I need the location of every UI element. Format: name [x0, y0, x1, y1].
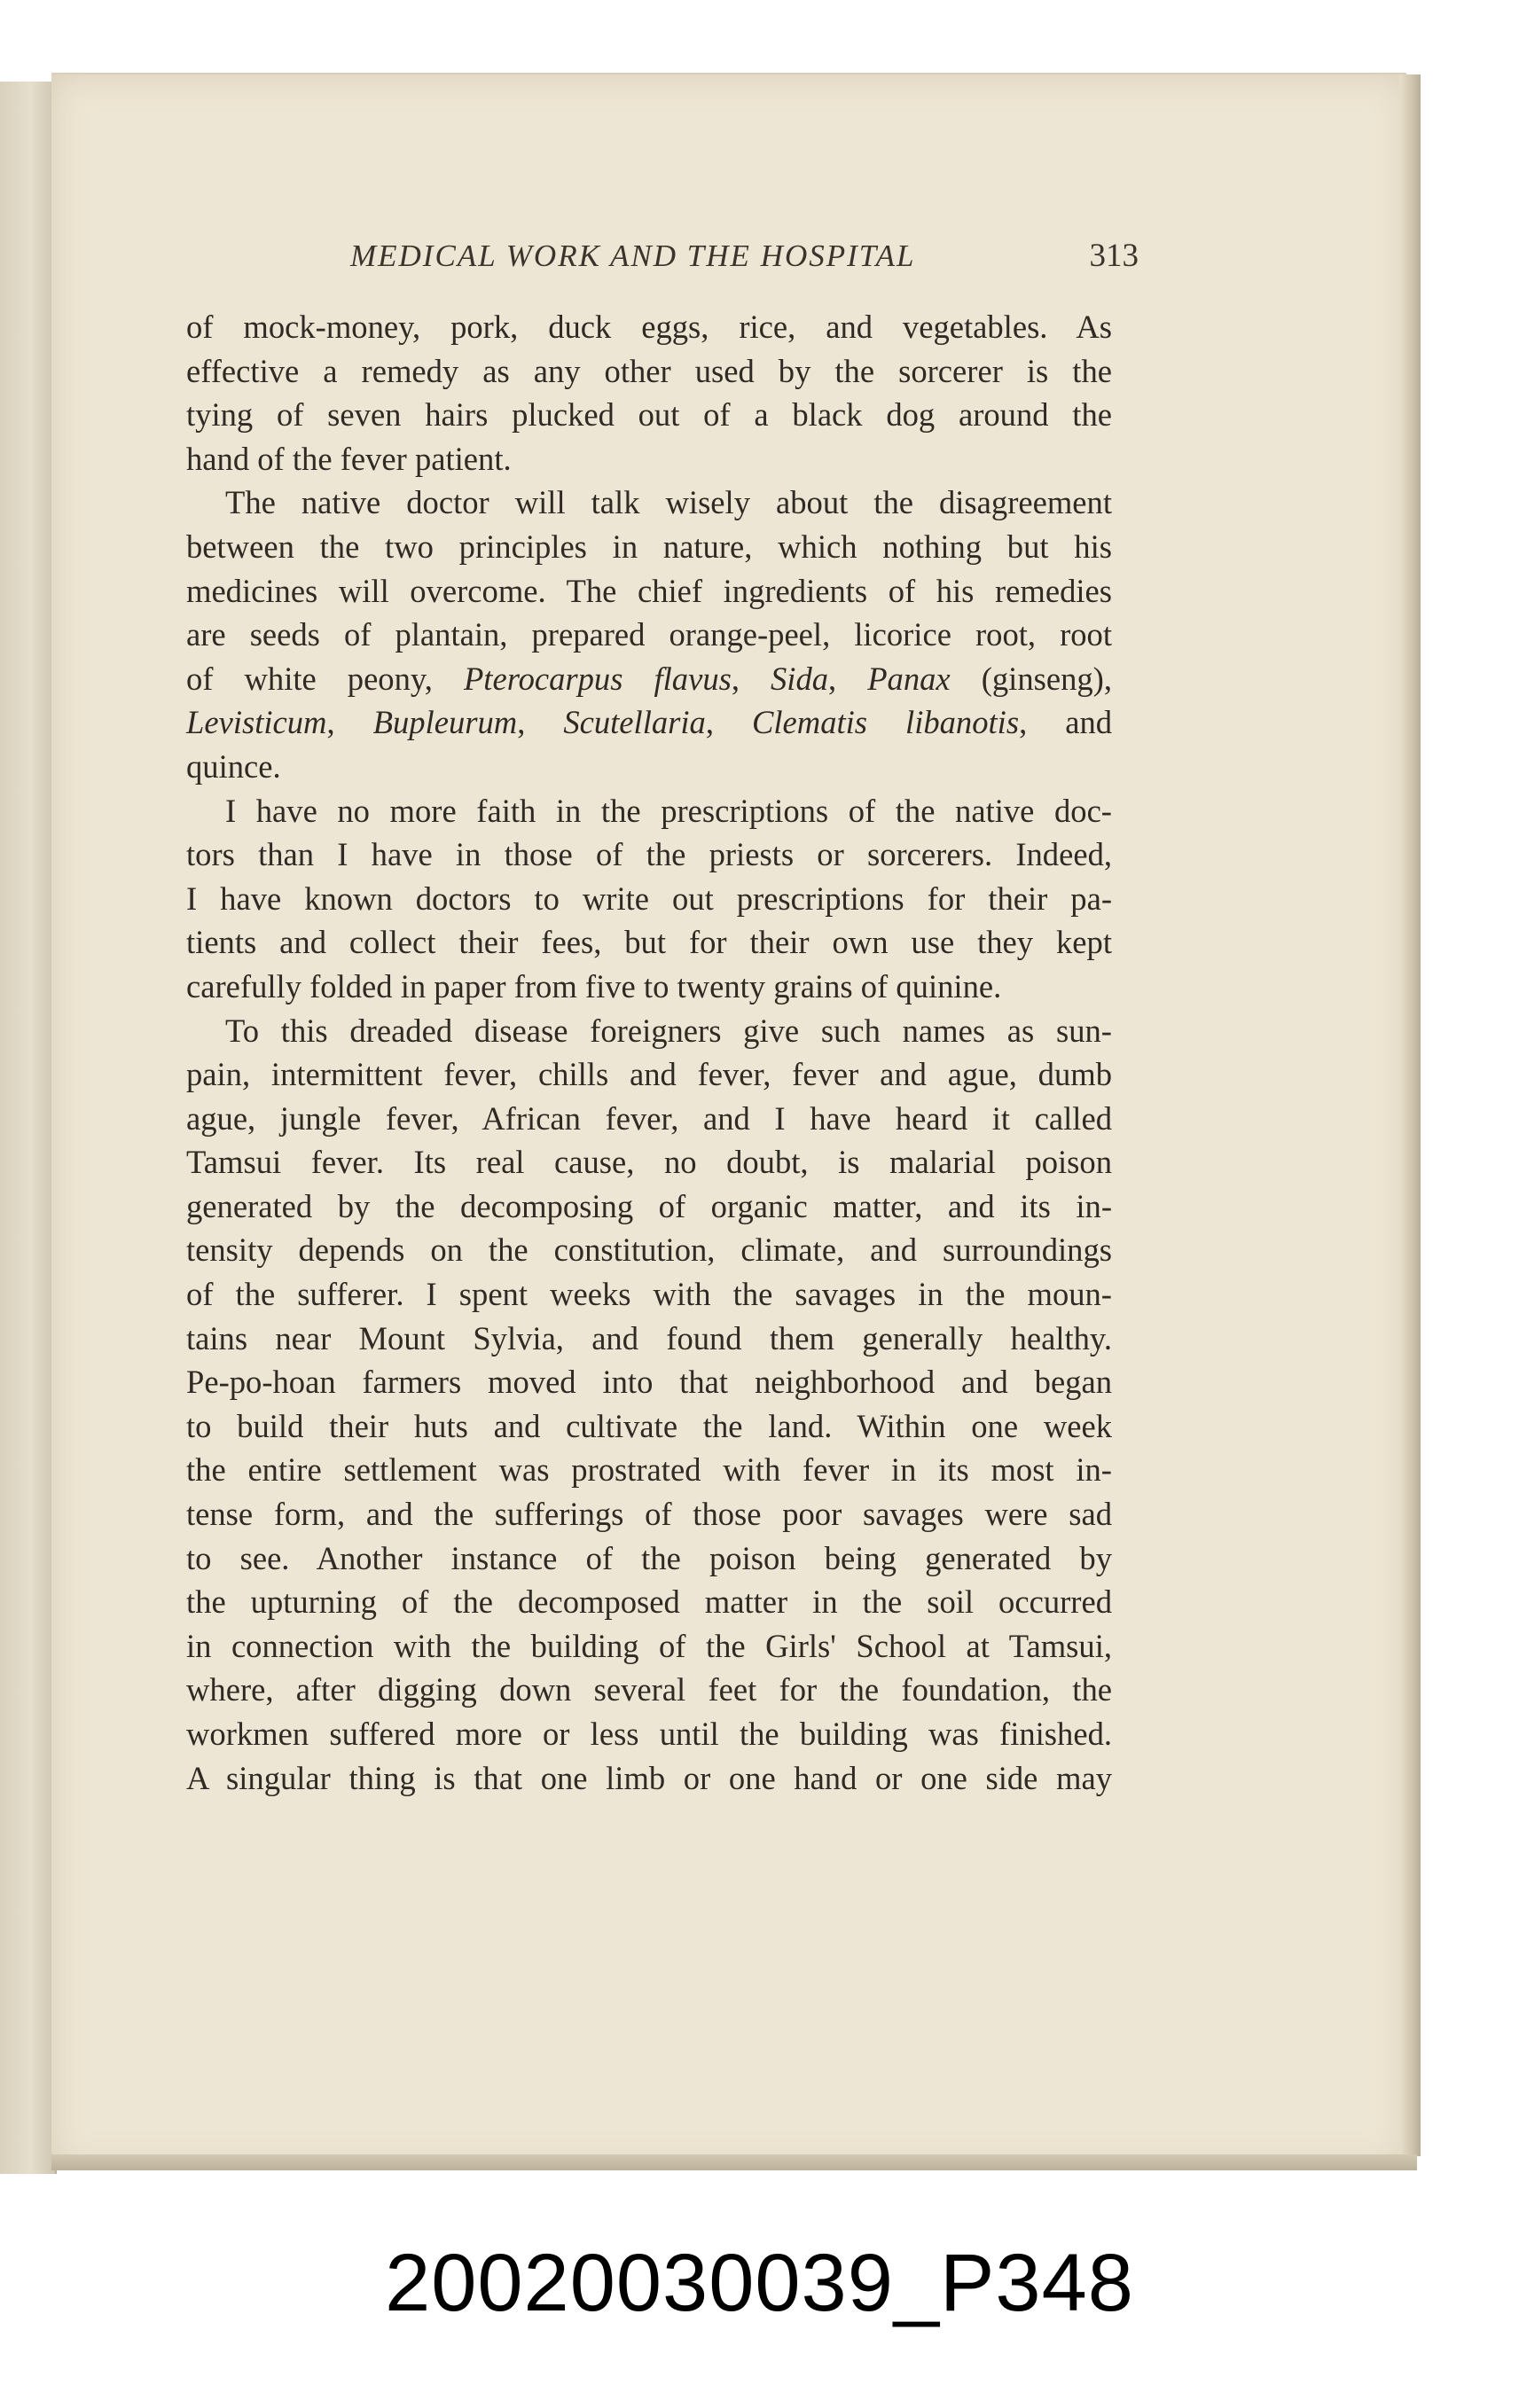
italic-text-segment: Pterocarpus flavus	[463, 660, 732, 697]
text-line	[186, 745, 1112, 789]
text-segment: of the sufferer. I spent weeks with the savages in the moun-	[186, 1276, 1112, 1313]
text-segment: the entire settlement was prostrated with fever in its most in-	[186, 1451, 1112, 1489]
text-line	[186, 965, 1112, 1009]
text-line	[186, 1448, 1112, 1492]
facing-page-edge	[0, 82, 57, 2174]
text-segment: pain, intermittent fever, chills and fever, fever and ague, dumb	[186, 1056, 1112, 1093]
text-segment: are seeds of plantain, prepared orange-peel, licorice root, root	[186, 616, 1112, 653]
text-line	[186, 1492, 1112, 1536]
text-segment: Tamsui fever. Its real cause, no doubt, is malarial poison	[186, 1144, 1112, 1181]
text-segment: effective a remedy as any other used by the sorcerer is the	[186, 352, 1112, 389]
running-head: MEDICAL WORK AND THE HOSPITAL	[350, 238, 916, 273]
text-segment: ague, jungle fever, African fever, and I have heard it called	[186, 1099, 1112, 1137]
text-line	[186, 1052, 1112, 1097]
text-line	[186, 789, 1112, 833]
text-line	[186, 613, 1112, 657]
page-fore-edge	[1399, 74, 1421, 2156]
text-segment: between the two principles in nature, which nothing but his	[186, 528, 1112, 565]
italic-text-segment: Clematis libanotis	[751, 704, 1020, 741]
text-line	[186, 393, 1112, 437]
text-line	[186, 1317, 1112, 1361]
italic-text-segment: Levisticum	[186, 704, 327, 741]
text-line	[186, 437, 1112, 481]
text-line	[186, 305, 1112, 349]
text-segment: , and	[1019, 704, 1113, 741]
text-line	[186, 833, 1112, 877]
text-line	[186, 1272, 1112, 1317]
text-segment: Pe-po-hoan farmers moved into that neighborhood and began	[186, 1364, 1112, 1401]
text-segment: generated by the decomposing of organic matter, and its in-	[186, 1187, 1112, 1224]
text-line	[186, 1009, 1112, 1053]
page-bottom-edge	[51, 2154, 1417, 2170]
text-segment: workmen suffered more or less until the building was finished.	[186, 1716, 1112, 1752]
text-line	[186, 877, 1112, 921]
text-segment: tying of seven hairs plucked out of a black dog around the	[186, 396, 1112, 434]
text-line	[186, 1140, 1112, 1184]
text-segment: carefully folded in paper from five to twenty grains of quinine.	[186, 967, 1002, 1005]
text-segment: quince.	[186, 747, 281, 785]
text-segment: tors than I have in those of the priests or sorcerers. Indeed,	[186, 836, 1112, 873]
text-segment: hand of the fever patient.	[186, 440, 512, 477]
body-text	[186, 305, 1112, 1800]
text-segment: ,	[828, 660, 868, 697]
text-segment: To this dreaded disease foreigners give such names as sun-	[225, 1012, 1112, 1049]
italic-text-segment: Sida	[771, 660, 829, 697]
italic-text-segment: Bupleurum	[372, 704, 518, 741]
text-segment: ,	[705, 704, 752, 741]
text-segment: The native doctor will talk wisely about the disagreement	[225, 484, 1112, 521]
text-line	[186, 1536, 1112, 1581]
text-line	[186, 1360, 1112, 1404]
accession-number: 20020030039_P348	[385, 2238, 1134, 2328]
text-line	[186, 525, 1112, 569]
text-line	[186, 1228, 1112, 1272]
text-line	[186, 1668, 1112, 1712]
text-line	[186, 657, 1112, 701]
text-segment: of white peony,	[186, 660, 464, 697]
text-segment: to build their huts and cultivate the land. Within one week	[186, 1407, 1112, 1444]
text-line	[186, 1184, 1112, 1229]
page-number: 313	[1089, 238, 1139, 274]
text-segment: to see. Another instance of the poison being generated by	[186, 1539, 1112, 1576]
text-segment: ,	[326, 704, 373, 741]
text-line	[186, 1404, 1112, 1449]
text-segment: in connection with the building of the Girls' School at Tamsui,	[186, 1627, 1112, 1664]
text-segment: of mock-money, pork, duck eggs, rice, and vegetables. As	[186, 309, 1112, 345]
italic-text-segment: Scutellaria	[563, 704, 706, 741]
text-segment: medicines will overcome. The chief ingredients of his remedies	[186, 572, 1112, 609]
text-line	[186, 569, 1112, 614]
text-line	[186, 1624, 1112, 1669]
text-line	[186, 1756, 1112, 1801]
text-segment: tense form, and the sufferings of those poor savages were sad	[186, 1496, 1112, 1533]
text-segment: the upturning of the decomposed matter in the soil occurred	[186, 1583, 1112, 1621]
text-line	[186, 481, 1112, 525]
text-line	[186, 349, 1112, 394]
text-line	[186, 1712, 1112, 1756]
text-segment: tensity depends on the constitution, climate, and surroundings	[186, 1231, 1112, 1269]
text-segment: tients and collect their fees, but for their own use they kept	[186, 924, 1112, 961]
text-segment: where, after digging down several feet for the foundation, the	[186, 1671, 1112, 1708]
text-segment: A singular thing is that one limb or one hand or one side may	[186, 1759, 1112, 1796]
text-segment: ,	[517, 704, 564, 741]
italic-text-segment: Panax	[867, 660, 951, 697]
text-segment: ,	[731, 660, 771, 697]
text-line	[186, 1580, 1112, 1624]
text-line	[186, 920, 1112, 965]
text-segment: (ginseng),	[950, 660, 1112, 697]
text-line	[186, 1097, 1112, 1141]
text-segment: I have no more faith in the prescriptions of the native doc-	[225, 792, 1112, 829]
text-segment: tains near Mount Sylvia, and found them generally healthy.	[186, 1319, 1112, 1356]
text-segment: I have known doctors to write out prescriptions for their pa-	[186, 880, 1112, 917]
text-line	[186, 700, 1112, 745]
